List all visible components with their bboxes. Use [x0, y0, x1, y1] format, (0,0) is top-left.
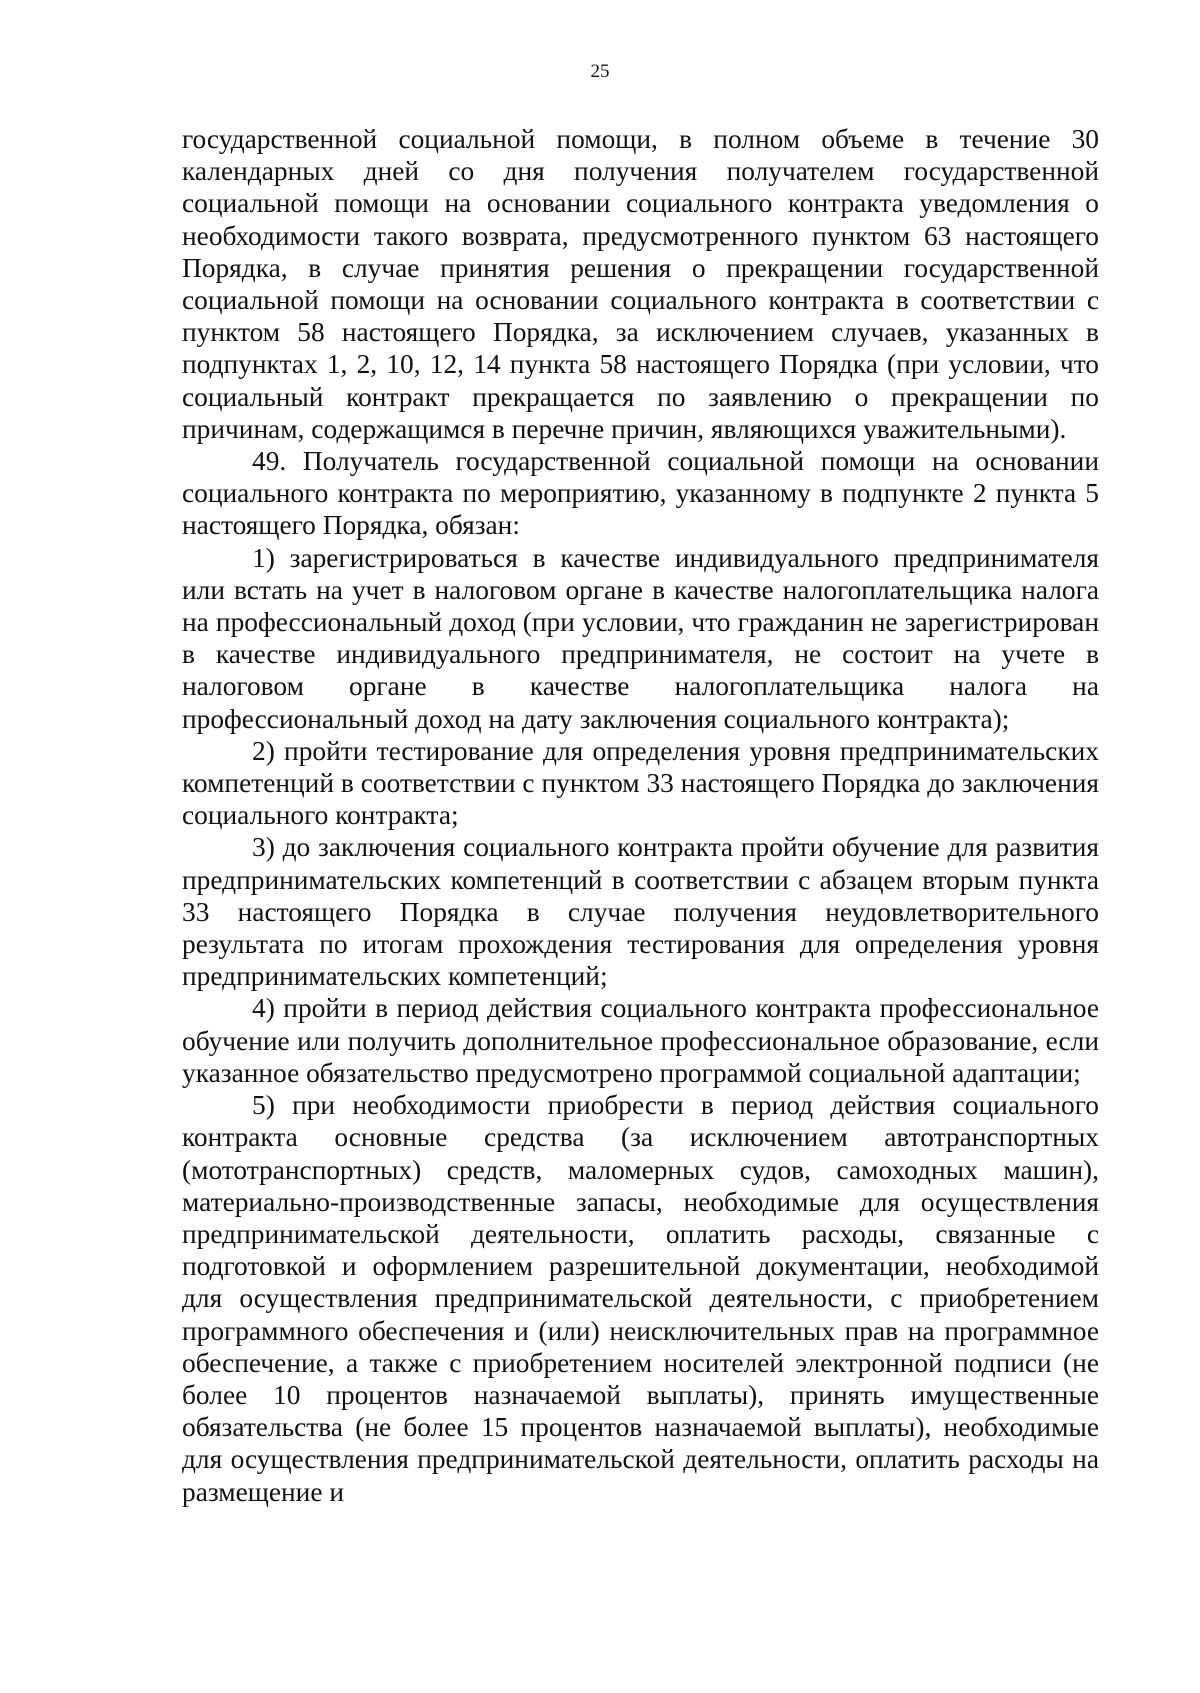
paragraph-subitem-1: 1) зарегистрироваться в качестве индивидуального предпринимателя или встать на учет в налоговом органе в качестве налогоплательщика налога на профессиональный доход (при условии, что гражданин не зарегистрирован в качестве индивидуального предпринимателя, не состоит на учете в налоговом органе в качестве налогоплательщика налога на профессиональный доход на дату заключения социального контракта);: [182, 542, 1099, 734]
paragraph-subitem-2: 2) пройти тестирование для определения уровня предпринимательских компетенций в соответствии с пунктом 33 настоящего Порядка до заключения социального контракта;: [182, 735, 1099, 831]
paragraph-subitem-4: 4) пройти в период действия социального контракта профессиональное обучение или получить дополнительное профессиональное образование, если указанное обязательство предусмотрено программой социальной адаптации;: [182, 993, 1099, 1088]
document-body: [182, 123, 1099, 1508]
paragraph-continuation: государственной социальной помощи, в полном объеме в течение 30 календарных дней со дня получения получателем государственной социальной помощи на основании социального контракта уведомления о необходимости такого возврата, предусмотренного пунктом 63 настоящего Порядка, в случае принятия решения о прекращении государственной социальной помощи на основании социального контракта в соответствии с пунктом 58 настоящего Порядка, за исключением случаев, указанных в подпунктах 1, 2, 10, 12, 14 пункта 58 настоящего Порядка (при условии, что социальный контракт прекращается по заявлению о прекращении по причинам, содержащимся в перечне причин, являющихся уважительными).: [182, 124, 1099, 444]
page-number: 25: [590, 61, 610, 82]
paragraph-subitem-3: 3) до заключения социального контракта пройти обучение для развития предпринимательских компетенций в соответствии с абзацем вторым пункта 33 настоящего Порядка в случае получения неудовлетворительного результата по итогам прохождения тестирования для определения уровня предпринимательских компетенций;: [182, 832, 1099, 992]
paragraph-subitem-5: 5) при необходимости приобрести в период действия социального контракта основные средства (за исключением автотранспортных (мототранспортных) средств, маломерных судов, самоходных машин), материально-производственные запасы, необходимые для осуществления предпринимательской деятельности, оплатить расходы, связанные с подготовкой и оформлением разрешительной документации, необходимой для осуществления предпринимательской деятельности, с приобретением программного обеспечения и (или) неисключительных прав на программное обеспечение, а также с приобретением носителей электронной подписи (не более 10 процентов назначаемой выплаты), принять имущественные обязательства (не более 15 процентов назначаемой выплаты), необходимые для осуществления предпринимательской деятельности, оплатить расходы на размещение и: [182, 1090, 1099, 1507]
paragraph-item-49: 49. Получатель государственной социальной помощи на основании социального контракта по мероприятию, указанному в подпункте 2 пункта 5 настоящего Порядка, обязан:: [182, 446, 1099, 541]
